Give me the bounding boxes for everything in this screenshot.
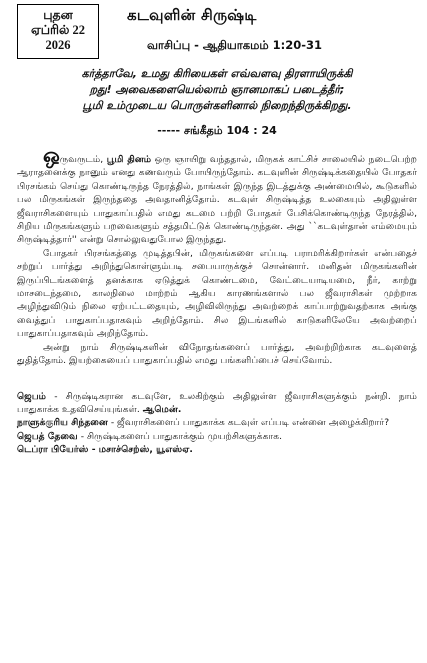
prayer <box>17 390 417 417</box>
body-paragraph-1 <box>17 145 417 247</box>
body-paragraph-2: போதகர் பிரசங்கத்தை முடித்தபின், மிருகங்களை எப்படி பராமரிக்கிறார்கள் என்பதைச் சற்றுப் பார்த்து அறிந்துகொள்ளும்படி சபையாருக்குச் சொன்னார். மனிதன் மிருகங்களின் இருப்பிடங்களைத் தனக்காக ஏடுத்துக் கொண்டமை, வேட்டையாடியமை, நீர், காற்று மாசடைந்தமை, காலநிலை மாற்றம் ஆகிய காரணங்களால் பல ஜீவராசிகள் முற்றாக அழிந்துவிடும் நிலை ஏற்பட்டதையும், அழிவிலிருந்து அவற்றைக் காப்பாற்றுவதற்காக அங்கு வைத்துப் பாதுகாப்பதாகவும் அறிந்தோம். சில இடங்களில் காடுகளிலேயே அவற்றைப் பாதுகாப்பதாகவும் அறிந்தோம். <box>17 247 417 340</box>
key-verse-line-3: பூமி உம்முடைய பொருள்களினால் நிறைந்திருக்கிறது. <box>82 99 352 112</box>
date-year: 2026 <box>45 38 71 52</box>
key-verse <box>17 66 417 114</box>
page-title: கடவுளின் சிருஷ்டி <box>127 6 257 24</box>
date-box <box>17 4 99 59</box>
prayer-need-label: ஜெபத் தேவை <box>17 430 78 442</box>
scripture-reading: வாசிப்பு - ஆதியாகமம் 1:20-31 <box>147 38 322 52</box>
body-paragraph-3: அன்று நாம் சிருஷ்டிகளின் விநோதங்களைப் பார்த்து, அவற்றிற்காக கடவுளைத் துதித்தோம். இயற்கையைப் பாதுகாப்பதில் எமது பங்களிப்பைச் செய்வோம். <box>17 341 417 367</box>
devotional-body <box>17 145 417 368</box>
prayer-need <box>17 430 417 443</box>
date-day-name: புதன <box>43 8 73 22</box>
body-paragraph-1-lead: ருவருடம், <box>59 154 107 165</box>
thought-text: - ஜீவராசிகளைப் பாதுகாக்க கடவுள் எப்படி என்னை அழைக்கிறார்? <box>107 417 390 429</box>
thought-label: நாளுக்குரிய சிந்தனை <box>17 417 108 429</box>
key-verse-line-2: றது! அவைகளையெல்லாம் ஞானமாகப் படைத்தீர்; <box>89 83 345 96</box>
drop-cap: ஒ <box>43 145 60 167</box>
earth-day-phrase: பூமி தினம் <box>106 154 152 165</box>
thought-for-day <box>17 416 417 429</box>
key-verse-reference: ----- சங்கீதம் 104 : 24 <box>157 124 277 137</box>
body-paragraph-1-rest: ஒரு ஞாயிறு வந்ததால், மிருகக் காட்சிச் சாலையில் நடைபெற்ற ஆராதனைக்கு நானும் எனது கணவரும் போயிருந்தோம். கடவுளின் சிருஷ்டிக்கதையில் போதகர் பிரசங்கம் செய்து கொண்டிருந்த நேரத்தில், நாங்கள் இருந்த இடத்துக்கு அண்மையில், கூடுகளில் பல மிருகங்கள் இருந்ததை அவதானித்தோம். கடவுள் சிருஷ்டித்த உலகையும் அதிலுள்ள ஜீவராசிகளையும் பாதுகாப்பதில் எமது கடமை பற்றி போதகர் பேசிக்கொண்டிருந்த நேரத்தில், சிறிய மிருகங்களும் பறவைகளும் சத்தமிட்டுக் கொண்டிருந்தன. அது ``கடவுள்தான் எம்மையும் சிருஷ்டித்தார்'' என்று சொல்லுவதுபோல இருந்தது. <box>17 154 417 246</box>
page-header <box>17 0 417 66</box>
key-verse-line-1: கர்த்தாவே, உமது கிரியைகள் எவ்வளவு திரளாயிருக்கி <box>81 67 353 80</box>
prayer-label: ஜெபம் <box>17 390 47 402</box>
devotional-footer <box>17 390 417 457</box>
author-signature: டெப்ரா பியேர்ஸ் - மசாச்செற்ஸ், யூஎஸ்ஏ. <box>17 444 193 456</box>
prayer-need-text: - சிருஷ்டிகளைப் பாதுகாக்கும் முயற்சிகளுக்காக. <box>77 430 283 442</box>
date-month-day: ஏப்ரில் 22 <box>30 23 86 37</box>
prayer-text: - சிருஷ்டிகரான கடவுளே, உலகிற்கும் அதிலுள்ள ஜீவராசிகளுக்கும் நன்றி. நாம் பாதுகாக்க உதவிசெய்யுங்கள். <box>17 390 417 415</box>
amen: ஆமென். <box>142 403 182 415</box>
